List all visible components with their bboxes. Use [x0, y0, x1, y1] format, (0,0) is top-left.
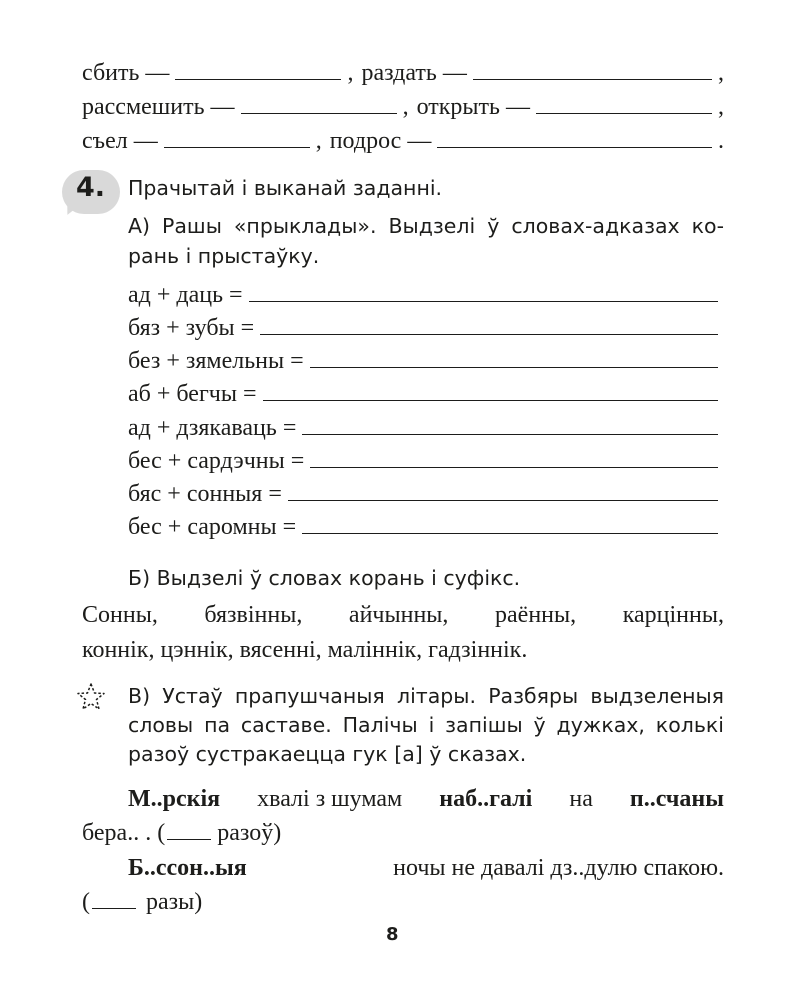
equation-row: [128, 348, 724, 375]
punctuation: ,: [402, 94, 409, 120]
sentence-text: на: [569, 786, 593, 812]
sentence-1-line-2: [82, 820, 281, 847]
equation-row: [128, 315, 724, 342]
page-number: 8: [386, 924, 399, 945]
task-c-line-3: разоў сустракаецца гук [а] ў сказах.: [128, 742, 527, 766]
answer-blank[interactable]: [536, 113, 712, 114]
answer-blank[interactable]: [241, 113, 397, 114]
equation: аб + бегчы =: [128, 381, 257, 407]
prompt-word: рассмешить —: [82, 94, 235, 120]
equation: бяз + зубы =: [128, 315, 255, 341]
equation-row: [128, 514, 724, 541]
task-b-instruction: Б) Выдзелі ў словах корань і суфікс.: [128, 566, 521, 590]
task-a-instruction: [128, 214, 724, 274]
top-row-2: [82, 94, 724, 121]
task-a-line-1: А) Рашы «прыклады». Выдзелі ў словах-адказах ко-: [128, 214, 724, 238]
equation: бес + саромны =: [128, 514, 297, 540]
punctuation: .: [718, 128, 724, 154]
sentence-text: (: [82, 889, 90, 915]
sentence-text: хвалі з шумам: [257, 786, 403, 812]
bold-word: наб..галі: [439, 786, 533, 812]
answer-blank[interactable]: [310, 367, 718, 368]
sentence-text: бера.. . (: [82, 820, 166, 846]
sentence-text: разы): [146, 889, 203, 915]
equation: без + зямельны =: [128, 348, 304, 374]
top-row-1: [82, 60, 724, 87]
answer-blank[interactable]: [473, 79, 712, 80]
sentence-text: разоў): [217, 820, 282, 846]
task-b-words-line-2: коннік, цэннік, вясенні, маліннік, гадзіннік.: [82, 637, 528, 663]
sentence-2-line-1: [128, 855, 724, 882]
task-a-line-2: рань і прыстаўку.: [128, 244, 320, 268]
punctuation: ,: [718, 60, 724, 86]
count-blank[interactable]: [92, 908, 136, 909]
answer-blank[interactable]: [310, 467, 718, 468]
equation-row: [128, 415, 724, 442]
equation: ад + дзякаваць =: [128, 415, 297, 441]
prompt-word: открыть —: [416, 94, 530, 120]
answer-blank[interactable]: [164, 147, 310, 148]
sentence-text: ночы не давалі дз..дулю спакою.: [393, 855, 724, 881]
bold-word: М..рскія: [128, 786, 221, 812]
answer-blank[interactable]: [260, 334, 718, 335]
bold-word: п..счаны: [629, 786, 724, 812]
task-c-line-2: словы па саставе. Палічы і запішы ў дужках, колькі: [128, 713, 724, 737]
punctuation: ,: [718, 94, 724, 120]
sentence-1-line-1: [128, 786, 724, 813]
top-row-3: [82, 128, 724, 155]
bold-word: Б..ссон..ыя: [128, 855, 247, 881]
exercise-instruction: Прачытай і выканай заданні.: [128, 176, 443, 200]
count-blank[interactable]: [167, 839, 211, 840]
answer-blank[interactable]: [249, 301, 718, 302]
task-c-line-1: В) Устаў прапушчаныя літары. Разбяры выдзеленыя: [128, 684, 724, 708]
answer-blank[interactable]: [437, 147, 712, 148]
prompt-word: подрос —: [329, 128, 432, 154]
task-c-instruction: [128, 684, 724, 776]
equation-row: [128, 282, 724, 309]
sentence-2-line-2: [82, 889, 202, 916]
exercise-number: 4.: [76, 172, 106, 203]
prompt-word: сбить —: [82, 60, 170, 86]
answer-blank[interactable]: [302, 434, 718, 435]
equation-row: [128, 481, 724, 508]
task-b-words-line-1: Сонны, бязвінны, айчынны, раённы, карцінны,: [82, 602, 724, 628]
answer-blank[interactable]: [175, 79, 341, 80]
task-b-words: [82, 602, 724, 672]
answer-blank[interactable]: [288, 500, 718, 501]
star-outline-icon: [76, 682, 106, 712]
prompt-word: раздать —: [361, 60, 467, 86]
answer-blank[interactable]: [263, 400, 718, 401]
prompt-word: съел —: [82, 128, 158, 154]
punctuation: ,: [347, 60, 354, 86]
equation: бес + сардэчны =: [128, 448, 305, 474]
equation-row: [128, 448, 724, 475]
answer-blank[interactable]: [302, 533, 718, 534]
equation-row: [128, 381, 724, 408]
equation: бяс + сонныя =: [128, 481, 282, 507]
punctuation: ,: [315, 128, 322, 154]
equation: ад + даць =: [128, 282, 243, 308]
